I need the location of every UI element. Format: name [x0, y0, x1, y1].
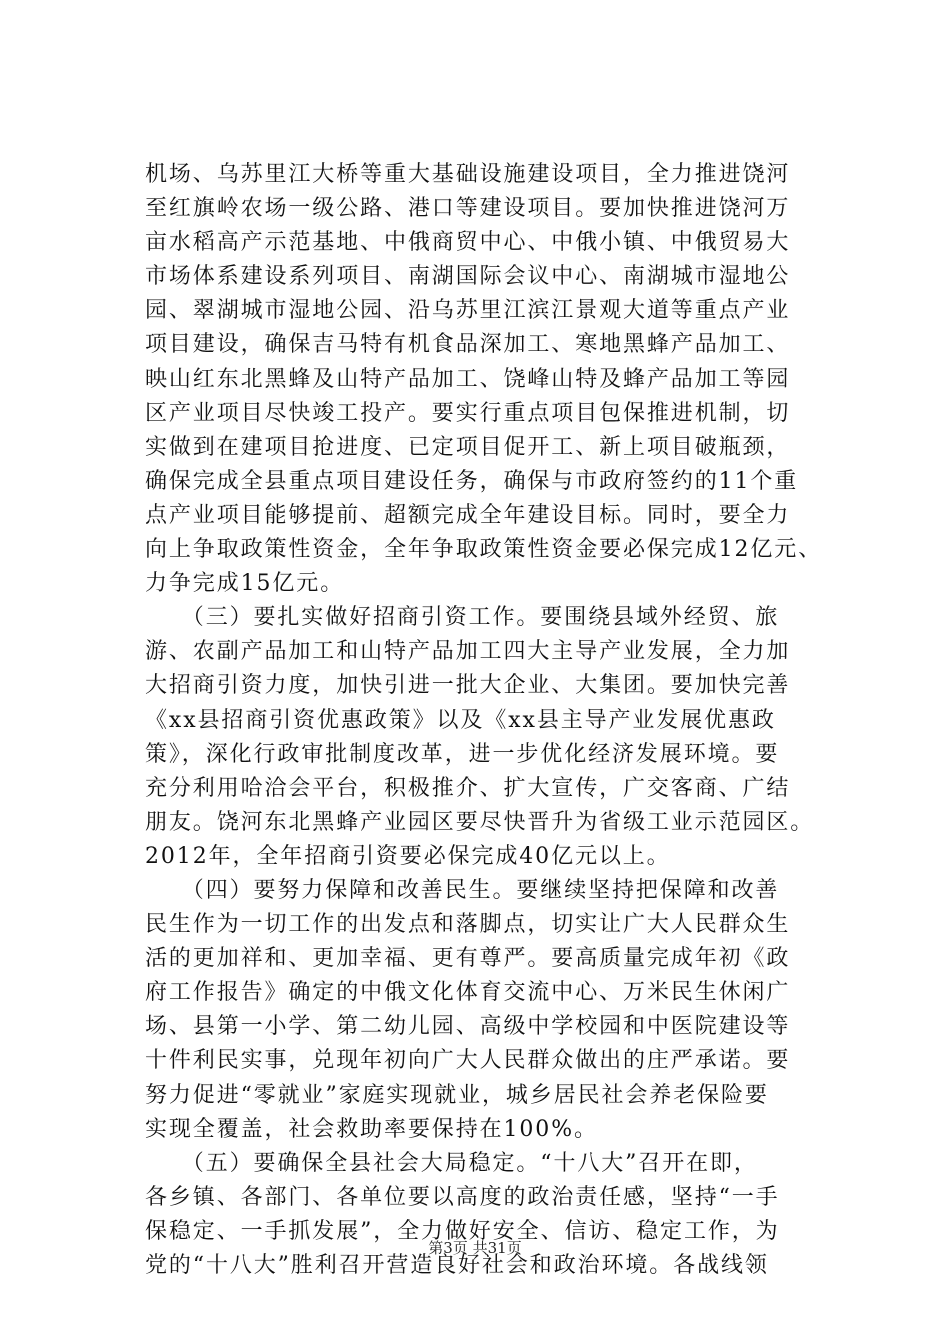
text-line: 努力促进“零就业”家庭实现就业，城乡居民社会养老保险要 — [145, 1082, 769, 1108]
text-line: 保稳定、一手抓发展”，全力做好安全、信访、稳定工作，为 — [145, 1218, 780, 1244]
text-line: 点产业项目能够提前、超额完成全年建设目标。同时，要全力 — [145, 502, 791, 528]
text-line: （五）要确保全县社会大局稳定。“十八大”召开在即， — [145, 1150, 758, 1176]
text-line: 府工作报告》确定的中俄文化体育交流中心、万米民生休闲广 — [145, 980, 791, 1006]
text-line: 充分利用哈洽会平台，积极推介、扩大宣传，广交客商、广结 — [145, 775, 791, 801]
text-line: 区产业项目尽快竣工投产。要实行重点项目包保推进机制，切 — [145, 400, 791, 426]
text-line: 《xx县招商引资优惠政策》以及《xx县主导产业发展优惠政 — [145, 707, 776, 733]
page-footer — [0, 1238, 950, 1258]
text-line: 策》，深化行政审批制度改革，进一步优化经济发展环境。要 — [145, 741, 780, 767]
text-line: 映山红东北黑蜂及山特产品加工、饶峰山特及蜂产品加工等园 — [145, 366, 791, 392]
document-body — [145, 158, 835, 1283]
text-line: 确保完成全县重点项目建设任务，确保与市政府签约的11个重 — [145, 468, 799, 494]
text-line: 活的更加祥和、更加幸福、更有尊严。要高质量完成年初《政 — [145, 946, 791, 972]
text-line: 园、翠湖城市湿地公园、沿乌苏里江滨江景观大道等重点产业 — [145, 298, 791, 324]
text-line: 2012年，全年招商引资要必保完成40亿元以上。 — [145, 843, 671, 869]
text-line: 至红旗岭农场一级公路、港口等建设项目。要加快推进饶河万 — [145, 196, 791, 222]
page-number: 第3页 共31页 — [428, 1239, 522, 1257]
text-line: 十件利民实事，兑现年初向广大人民群众做出的庄严承诺。要 — [145, 1048, 791, 1074]
text-line: 市场体系建设系列项目、南湖国际会议中心、南湖城市湿地公 — [145, 264, 791, 290]
text-line: （三）要扎实做好招商引资工作。要围绕县域外经贸、旅 — [145, 605, 780, 631]
text-line: 各乡镇、各部门、各单位要以高度的政治责任感，坚持“一手 — [145, 1184, 780, 1210]
text-line: 机场、乌苏里江大桥等重大基础设施建设项目，全力推进饶河 — [145, 162, 791, 187]
text-line: 力争完成15亿元。 — [145, 571, 345, 597]
text-line: 朋友。饶河东北黑蜂产业园区要尽快晋升为省级工业示范园区。 — [145, 809, 815, 835]
text-line: 项目建设，确保吉马特有机食品深加工、寒地黑蜂产品加工、 — [145, 332, 791, 358]
text-line: 游、农副产品加工和山特产品加工四大主导产业发展，全力加 — [145, 639, 791, 665]
text-line: 场、县第一小学、第二幼儿园、高级中学校园和中医院建设等 — [145, 1014, 791, 1040]
text-line: 向上争取政策性资金，全年争取政策性资金要必保完成12亿元、 — [145, 537, 823, 563]
text-line: （四）要努力保障和改善民生。要继续坚持把保障和改善 — [145, 877, 780, 903]
text-line: 亩水稻高产示范基地、中俄商贸中心、中俄小镇、中俄贸易大 — [145, 230, 791, 256]
text-line: 大招商引资力度，加快引进一批大企业、大集团。要加快完善 — [145, 673, 791, 699]
text-line: 民生作为一切工作的出发点和落脚点，切实让广大人民群众生 — [145, 912, 791, 938]
text-line: 实做到在建项目抢进度、已定项目促开工、新上项目破瓶颈， — [145, 434, 791, 460]
text-line: 党的“十八大”胜利召开营造良好社会和政治环境。各战线领 — [145, 1253, 769, 1278]
text-line: 实现全覆盖，社会救助率要保持在100%。 — [145, 1116, 598, 1142]
